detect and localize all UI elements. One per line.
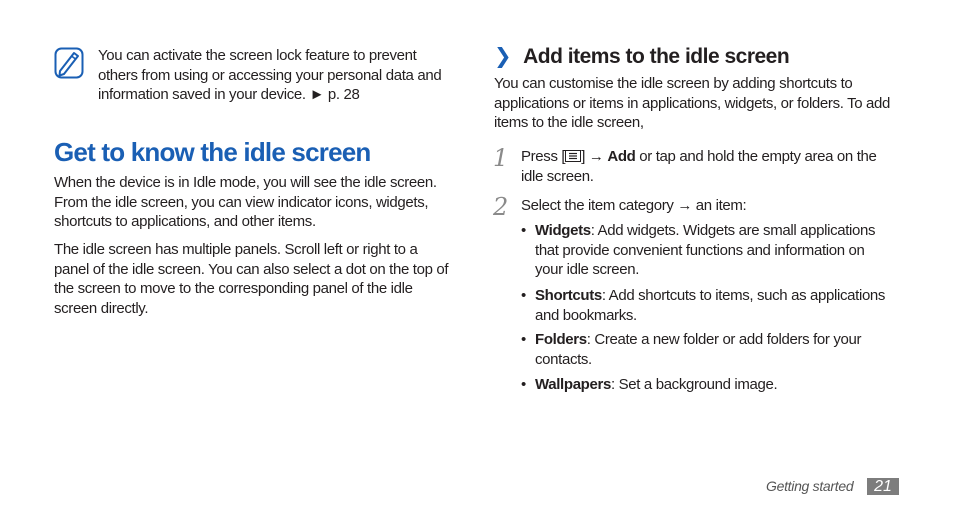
bullet-shortcuts: Shortcuts: Add shortcuts to items, such as applications and bookmarks. xyxy=(535,287,886,324)
section-title-idle-screen: Get to know the idle screen xyxy=(54,137,371,167)
subsection-title-text: Add items to the idle screen xyxy=(523,45,790,68)
bullet-icon: • xyxy=(521,222,527,239)
bullet-icon: • xyxy=(521,331,527,348)
chevron-right-icon: ❯ xyxy=(494,45,512,68)
step-2-text: Select the item category → an item: xyxy=(521,197,747,214)
arrow-right-icon: ► xyxy=(309,86,325,104)
page-reference: p. 28 xyxy=(324,86,360,104)
add-items-intro: You can customise the idle screen by adding shortcuts to applications or items in applications, widgets, or folders. To add items to the idle screen, xyxy=(494,75,891,132)
step-number-2: 2 xyxy=(493,193,509,221)
idle-screen-paragraph-1: When the device is in Idle mode, you will see the idle screen. From the idle screen, you can view indicator icons, widgets, shortcuts to applications, and other items. xyxy=(54,174,437,231)
bullet-icon: • xyxy=(521,376,527,393)
note-pencil-icon xyxy=(54,47,84,79)
note-text: You can activate the screen lock feature to prevent others from using or accessing your personal data and information saved in your device. ► p. 28 xyxy=(98,47,442,104)
step-number-1: 1 xyxy=(493,144,509,172)
bullet-folders: Folders: Create a new folder or add folders for your contacts. xyxy=(535,331,862,368)
menu-key-icon xyxy=(565,148,581,160)
footer-section-label: Getting started xyxy=(766,478,854,494)
page-number: 21 xyxy=(867,478,899,495)
bullet-widgets: Widgets: Add widgets. Widgets are small applications that provide convenient functions and information on your idle screen. xyxy=(535,222,876,279)
add-menu-label: Add xyxy=(607,148,636,165)
step-1-text: Press [ ] → Add or tap and hold the empty area on the idle screen. xyxy=(521,148,877,185)
bullet-wallpapers: Wallpapers: Set a background image. xyxy=(535,376,778,393)
bullet-icon: • xyxy=(521,287,527,304)
idle-screen-paragraph-2: The idle screen has multiple panels. Scroll left or right to a panel of the idle screen. You can also select a dot on the top of the screen to move to the corresponding panel of the idle screen directly. xyxy=(54,241,449,317)
subsection-title-add-items xyxy=(494,44,789,70)
